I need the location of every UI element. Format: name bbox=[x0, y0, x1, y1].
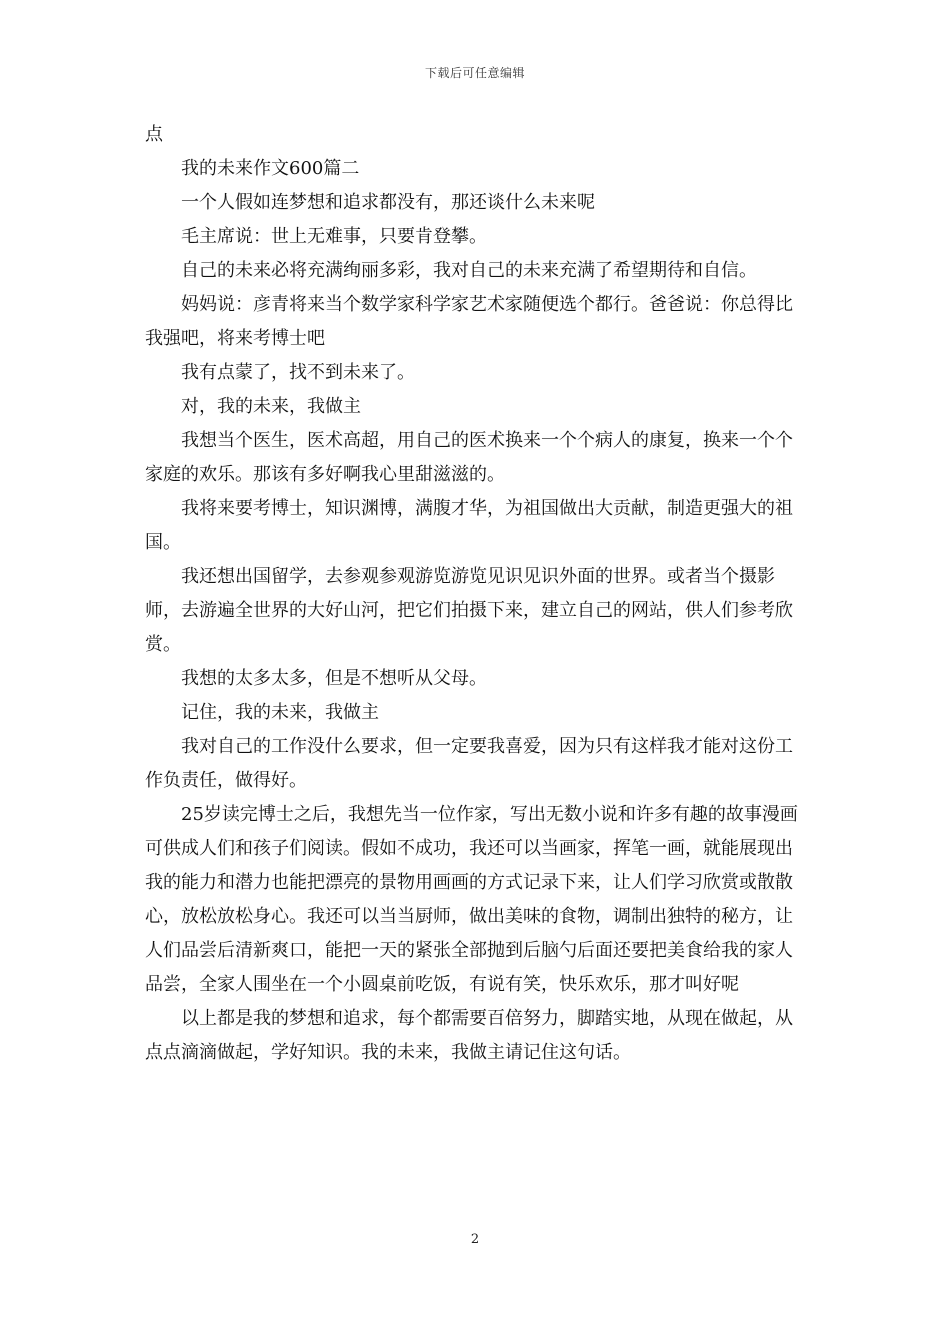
paragraph: 我还想出国留学，去参观参观游览游览见识见识外面的世界。或者当个摄影师，去游遍全世界的大好山河，把它们拍摄下来，建立自己的网站，供人们参考欣赏。 bbox=[145, 566, 793, 655]
paragraph: 一个人假如连梦想和追求都没有，那还谈什么未来呢 bbox=[181, 192, 595, 213]
page-header: 下载后可任意编辑 bbox=[424, 66, 525, 80]
paragraph: 妈妈说：彦青将来当个数学家科学家艺术家随便选个都行。爸爸说：你总得比我强吧，将来考博士吧 bbox=[145, 294, 793, 349]
paragraph: 以上都是我的梦想和追求，每个都需要百倍努力，脚踏实地，从现在做起，从点点滴滴做起，学好知识。我的未来，我做主请记住这句话。 bbox=[145, 1008, 793, 1063]
paragraph: 我对自己的工作没什么要求，但一定要我喜爱，因为只有这样我才能对这份工作负责任，做得好。 bbox=[145, 736, 793, 791]
paragraph: 我将来要考博士，知识渊博，满腹才华，为祖国做出大贡献，制造更强大的祖国。 bbox=[145, 498, 793, 553]
document-body bbox=[145, 118, 810, 1070]
paragraph: 毛主席说：世上无难事，只要肯登攀。 bbox=[181, 226, 487, 247]
paragraph: 点 bbox=[145, 124, 163, 145]
paragraph: 记住，我的未来，我做主 bbox=[181, 702, 379, 723]
article-title: 我的未来作文600篇二 bbox=[181, 158, 360, 179]
paragraph: 自己的未来必将充满绚丽多彩，我对自己的未来充满了希望期待和自信。 bbox=[181, 260, 757, 281]
paragraph: 25岁读完博士之后，我想先当一位作家，写出无数小说和许多有趣的故事漫画可供成人们和孩子们阅读。假如不成功，我还可以当画家，挥笔一画，就能展现出我的能力和潜力也能把漂亮的景物用画画的方式记录下来，让人们学习欣赏或散散心，放松放松身心。我还可以当当厨师，做出美味的食物，调制出独特的秘方，让人们品尝后清新爽口，能把一天的紧张全部抛到后脑勺后面还要把美食给我的家人品尝，全家人围坐在一个小圆桌前吃饭，有说有笑，快乐欢乐，那才叫好呢 bbox=[145, 804, 798, 995]
paragraph: 我想当个医生，医术高超，用自己的医术换来一个个病人的康复，换来一个个家庭的欢乐。那该有多好啊我心里甜滋滋的。 bbox=[145, 430, 793, 485]
paragraph: 对，我的未来，我做主 bbox=[181, 396, 361, 417]
paragraph: 我想的太多太多，但是不想听从父母。 bbox=[181, 668, 487, 689]
paragraph: 我有点蒙了，找不到未来了。 bbox=[181, 362, 415, 383]
page-number: 2 bbox=[470, 1232, 480, 1247]
